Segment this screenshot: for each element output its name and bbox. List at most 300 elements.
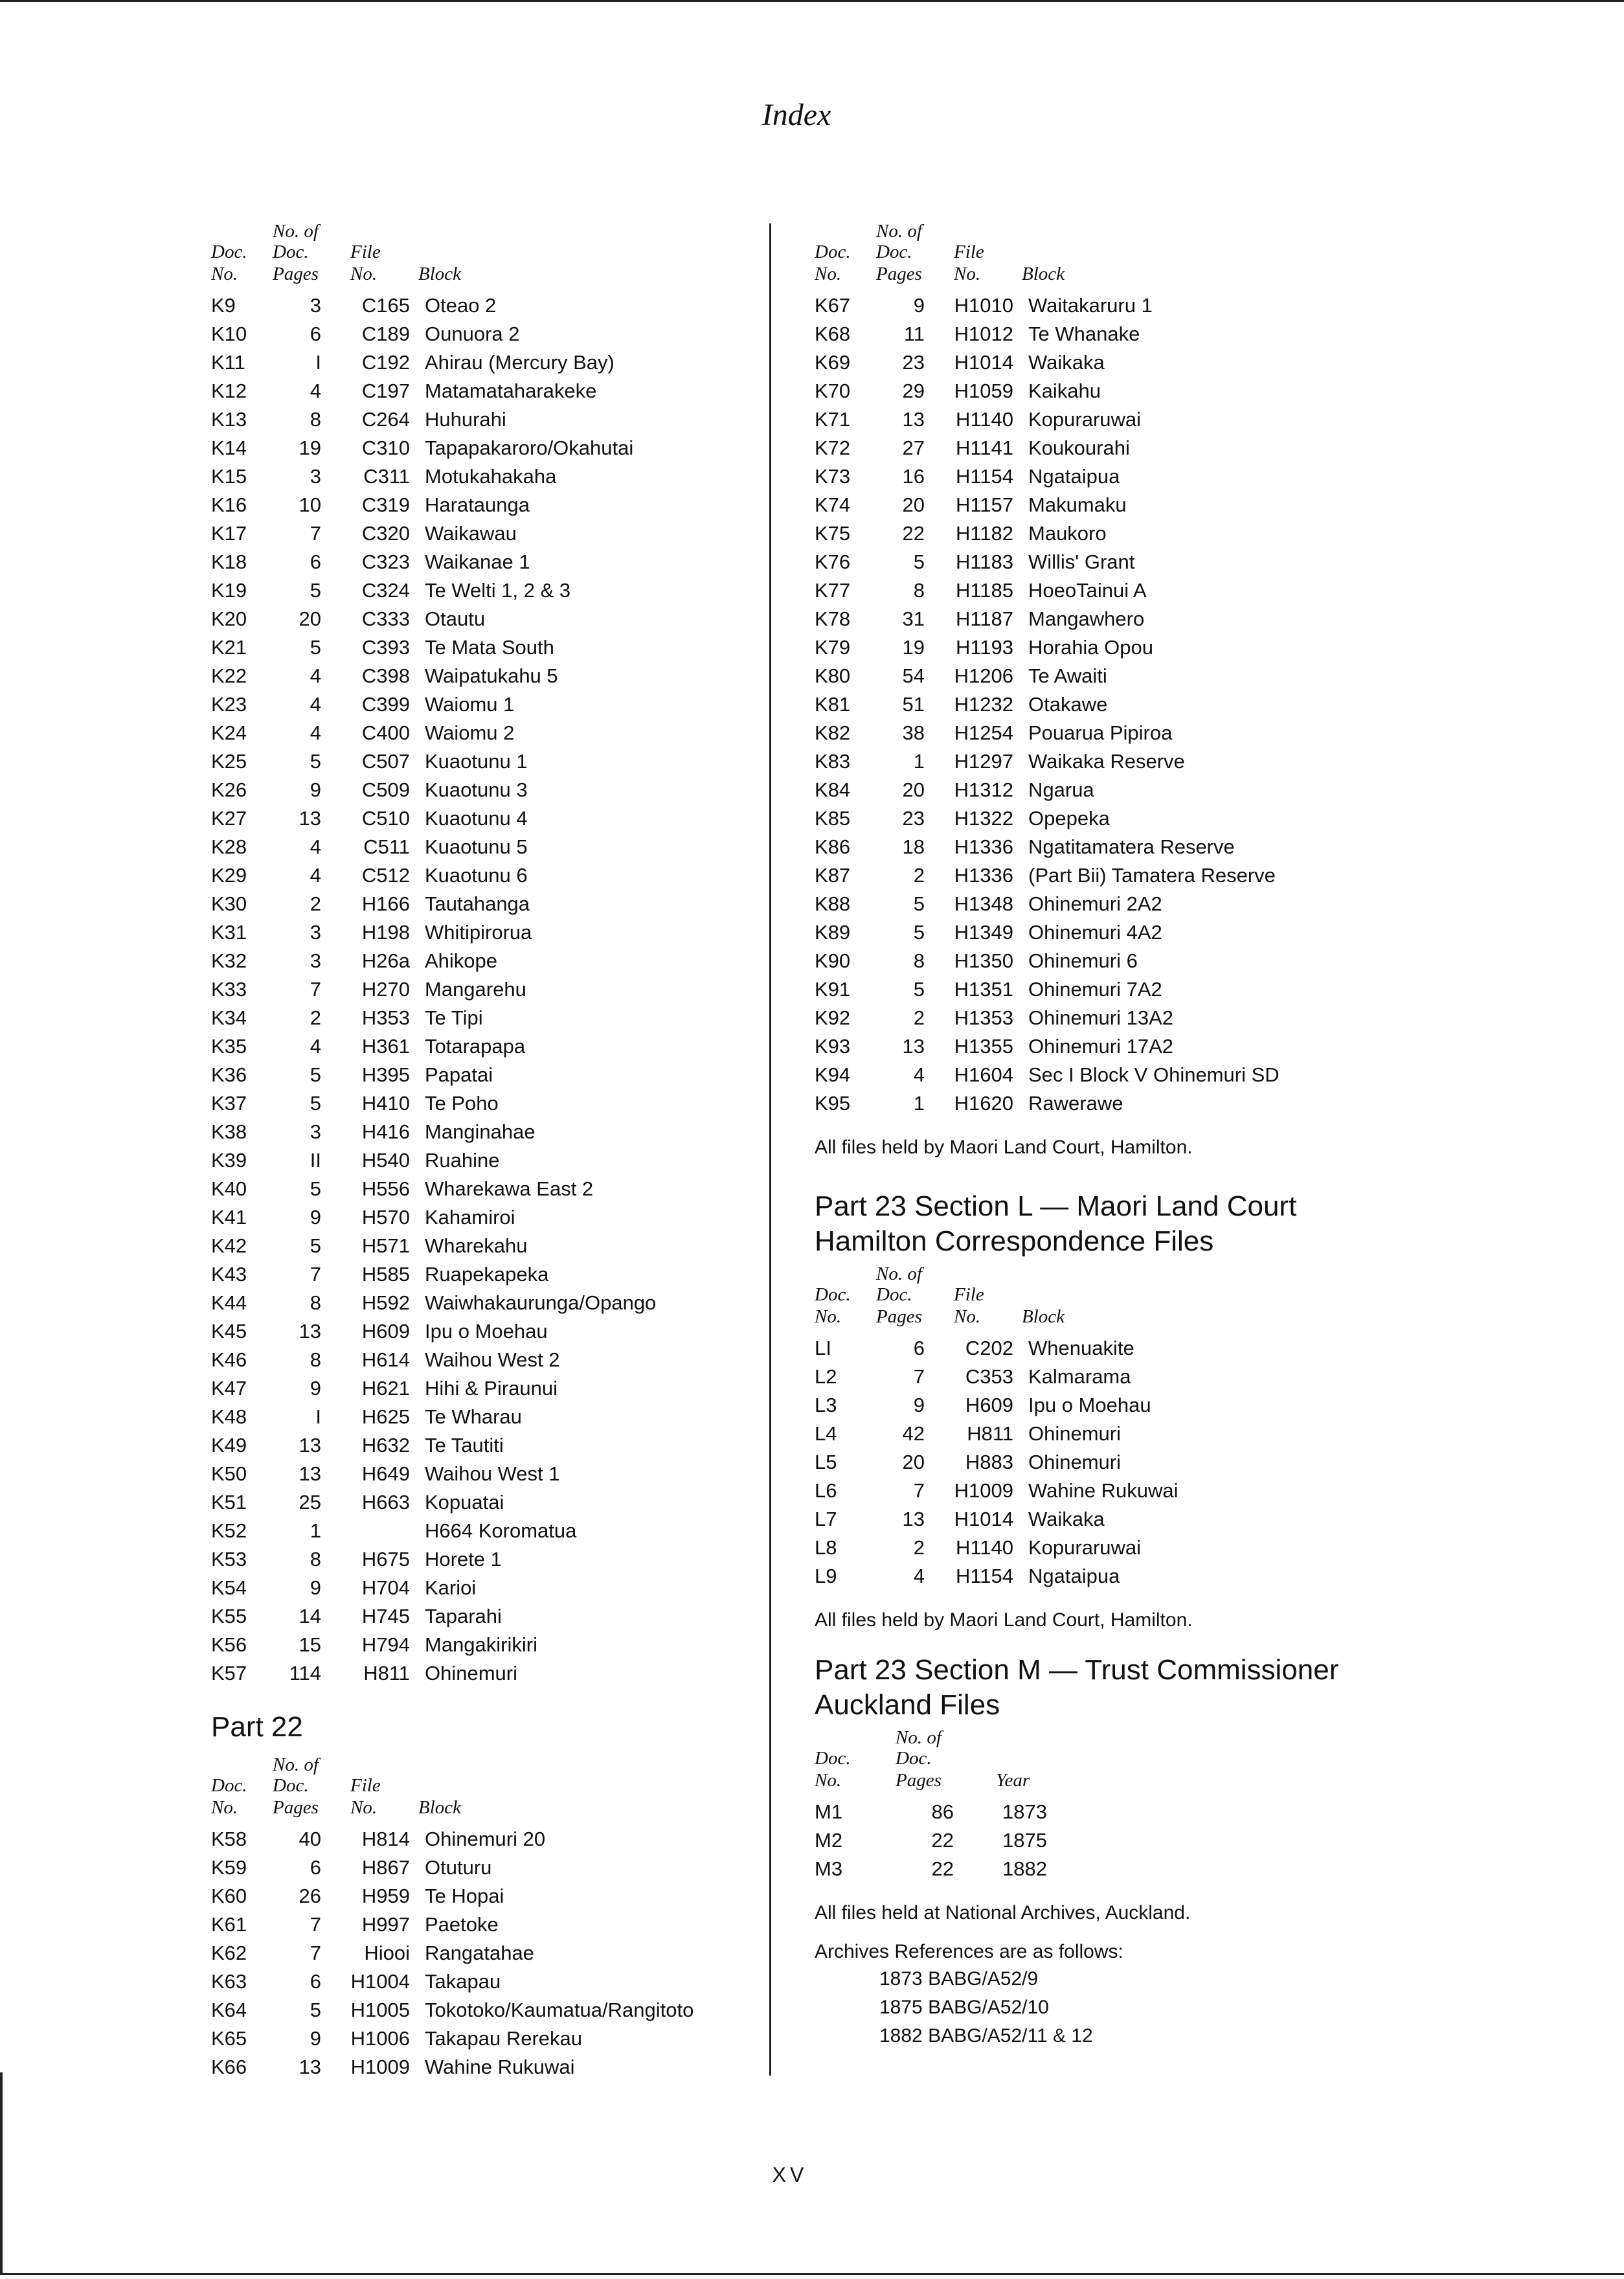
block-name: Motukahakaha xyxy=(425,465,557,488)
block-name: Te Whanake xyxy=(1028,323,1140,345)
table-row xyxy=(211,1374,859,1403)
header-file-1: File xyxy=(954,1284,984,1305)
doc-number: K15 xyxy=(211,465,247,488)
doc-number: K84 xyxy=(815,778,851,801)
file-number: C165 xyxy=(361,294,410,317)
page-count: 3 xyxy=(310,465,321,488)
file-number: C398 xyxy=(361,664,410,687)
file-number: C310 xyxy=(361,437,410,459)
left-column xyxy=(211,220,859,2081)
block-name: Takapau Rerekau xyxy=(425,2027,582,2050)
doc-number: K82 xyxy=(815,721,851,744)
block-name: Te Welti 1, 2 & 3 xyxy=(425,579,571,602)
table-row xyxy=(211,1346,859,1374)
table-row xyxy=(211,576,859,605)
page-count: 5 xyxy=(310,750,321,773)
table-row xyxy=(815,1477,1462,1505)
table-row xyxy=(211,1061,859,1089)
block-name: Kuaotunu 6 xyxy=(425,864,528,887)
page-count: 114 xyxy=(289,1662,321,1684)
table-row xyxy=(211,1317,859,1346)
table-row xyxy=(211,1545,859,1574)
doc-number: K61 xyxy=(211,1913,247,1936)
header-doc-2: No. xyxy=(211,264,238,284)
file-number: C197 xyxy=(361,380,410,402)
table-row xyxy=(211,1488,859,1517)
page-count: 25 xyxy=(299,1491,321,1514)
block-name: Waihou West 2 xyxy=(425,1348,560,1371)
doc-number: K22 xyxy=(211,664,247,687)
page-count: 9 xyxy=(310,1377,321,1400)
year: 1875 xyxy=(1002,1829,1047,1852)
block-name: Kuaotunu 3 xyxy=(425,778,528,801)
header-pages-2: Doc. xyxy=(273,242,309,262)
doc-number: K23 xyxy=(211,693,247,716)
header-file-1: File xyxy=(350,242,381,262)
page-count: 20 xyxy=(902,1451,925,1473)
file-number: H416 xyxy=(361,1120,410,1143)
file-number: C323 xyxy=(361,550,410,573)
file-number: H1348 xyxy=(954,892,1013,915)
block-name: Matamataharakeke xyxy=(425,380,597,402)
page-count: 14 xyxy=(299,1605,321,1627)
doc-number: K64 xyxy=(211,1999,247,2021)
doc-number: L5 xyxy=(815,1451,837,1473)
doc-number: L3 xyxy=(815,1394,837,1416)
page-count: 5 xyxy=(310,1177,321,1200)
doc-number: K18 xyxy=(211,550,247,573)
part23m-table-header xyxy=(815,1727,1462,1791)
file-number: H814 xyxy=(361,1828,410,1850)
archive-reference: 1873 BABG/A52/9 xyxy=(879,1968,1039,1990)
page-count: 9 xyxy=(310,2027,321,2050)
doc-number: K80 xyxy=(815,664,851,687)
page-count: 7 xyxy=(913,1365,925,1388)
table-row xyxy=(815,1032,1462,1061)
block-name: Kahamiroi xyxy=(425,1206,515,1229)
table-row xyxy=(211,1032,859,1061)
doc-number: K16 xyxy=(211,493,247,516)
block-name: Harataunga xyxy=(425,493,530,516)
page-count: 13 xyxy=(299,1462,321,1485)
page-number: XV xyxy=(772,2163,808,2186)
table-row xyxy=(815,1089,1462,1118)
doc-number: K65 xyxy=(211,2027,247,2050)
table-row xyxy=(815,519,1462,548)
table-row xyxy=(815,1534,1462,1562)
file-number: H410 xyxy=(361,1092,410,1115)
doc-number: L7 xyxy=(815,1508,837,1530)
page-count: 8 xyxy=(310,1291,321,1314)
page-count: 7 xyxy=(310,1263,321,1286)
block-name: (Part Bii) Tamatera Reserve xyxy=(1028,864,1276,887)
table-row xyxy=(211,1431,859,1460)
block-name: Waiomu 1 xyxy=(425,693,515,716)
file-number: H1140 xyxy=(955,1536,1013,1559)
table-row xyxy=(211,548,859,576)
year: 1873 xyxy=(1002,1800,1047,1823)
block-name: Ruahine xyxy=(425,1149,500,1172)
table-header xyxy=(815,220,1462,285)
doc-number: K14 xyxy=(211,437,247,459)
file-number: H745 xyxy=(361,1605,410,1627)
doc-number: K11 xyxy=(211,351,245,374)
doc-number: K76 xyxy=(815,550,851,573)
table-row xyxy=(211,462,859,491)
doc-number: K51 xyxy=(211,1491,247,1514)
page-edge-bottom xyxy=(0,2273,1624,2275)
table-row xyxy=(815,405,1462,434)
table-row xyxy=(815,377,1462,405)
table-row xyxy=(211,1659,859,1688)
archives-references xyxy=(815,1965,1462,2050)
page-count: 6 xyxy=(913,1337,925,1359)
header-block: Block xyxy=(1022,1306,1065,1327)
doc-number: K88 xyxy=(815,892,851,915)
file-number: H1193 xyxy=(955,636,1013,659)
block-name: Kuaotunu 4 xyxy=(425,807,528,830)
block-name: Paetoke xyxy=(425,1913,499,1936)
block-name: H664 Koromatua xyxy=(425,1519,577,1542)
block-name: Ohinemuri 4A2 xyxy=(1028,921,1162,944)
file-number: C507 xyxy=(361,750,410,773)
file-number: H1297 xyxy=(954,750,1013,773)
table-row xyxy=(815,1798,1462,1826)
table-row xyxy=(815,1363,1462,1391)
file-number: H1004 xyxy=(350,1970,410,1993)
file-number: H1620 xyxy=(954,1092,1013,1115)
doc-number: K85 xyxy=(815,807,851,830)
file-number: H625 xyxy=(361,1405,410,1428)
block-name: Horete 1 xyxy=(425,1548,502,1570)
page-count: 3 xyxy=(310,1120,321,1143)
page-count: 5 xyxy=(310,1999,321,2021)
table-row xyxy=(211,1602,859,1631)
doc-number: K48 xyxy=(211,1405,247,1428)
table-row xyxy=(815,1448,1462,1477)
doc-number: K94 xyxy=(815,1063,851,1086)
doc-number: L8 xyxy=(815,1536,837,1559)
block-name: Rawerawe xyxy=(1028,1092,1123,1115)
block-name: Takapau xyxy=(425,1970,501,1993)
table-row xyxy=(211,633,859,662)
header-block: Block xyxy=(418,264,462,284)
header-doc-1: Doc. xyxy=(211,242,247,262)
header-file-1: File xyxy=(350,1775,381,1796)
doc-number: M2 xyxy=(815,1829,843,1852)
block-name: HoeoTainui A xyxy=(1028,579,1147,602)
page-count: 1 xyxy=(913,750,925,773)
block-name: Ruapekapeka xyxy=(425,1263,549,1286)
doc-number: K40 xyxy=(211,1177,247,1200)
table-row xyxy=(211,662,859,690)
file-number: H867 xyxy=(361,1856,410,1879)
doc-number: K24 xyxy=(211,721,247,744)
page-count: 8 xyxy=(913,579,925,602)
header-pages-1: No. of xyxy=(273,1754,319,1775)
file-number: C399 xyxy=(361,693,410,716)
page-count: 13 xyxy=(299,807,321,830)
file-number: H621 xyxy=(361,1377,410,1400)
file-number: H609 xyxy=(965,1394,1013,1416)
block-name: Ohinemuri xyxy=(1028,1422,1121,1445)
page-count: 29 xyxy=(902,380,925,402)
file-number: H959 xyxy=(361,1885,410,1907)
page-count: 4 xyxy=(310,864,321,887)
page-count: 8 xyxy=(310,408,321,431)
doc-number: K70 xyxy=(815,380,851,402)
page-count: 2 xyxy=(913,1006,925,1029)
file-number: H198 xyxy=(361,921,410,944)
block-name: Otakawe xyxy=(1028,693,1108,716)
table-row xyxy=(815,833,1462,861)
page-count: 8 xyxy=(310,1548,321,1570)
header-pages-3: Pages xyxy=(273,264,319,284)
table-row xyxy=(211,1146,859,1175)
block-name: Whenuakite xyxy=(1028,1337,1134,1359)
page-count: 23 xyxy=(902,807,925,830)
block-name: Totarapapa xyxy=(425,1035,526,1058)
page-count: 22 xyxy=(931,1857,954,1880)
doc-number: K21 xyxy=(211,636,247,659)
page-count: 4 xyxy=(310,835,321,858)
doc-number: K57 xyxy=(211,1662,247,1684)
file-number: H609 xyxy=(361,1320,410,1343)
doc-number: K95 xyxy=(815,1092,851,1115)
block-name: Waihou West 1 xyxy=(425,1462,560,1485)
page-count: 6 xyxy=(310,550,321,573)
file-number: H1006 xyxy=(350,2027,410,2050)
page-count: 26 xyxy=(299,1885,321,1907)
file-number: H675 xyxy=(361,1548,410,1570)
file-number: H1014 xyxy=(954,1508,1013,1530)
doc-number: K10 xyxy=(211,323,247,345)
header-doc-1: Doc. xyxy=(815,242,851,262)
block-name: Pouarua Pipiroa xyxy=(1028,721,1173,744)
file-number: H1059 xyxy=(954,380,1013,402)
block-name: Kuaotunu 1 xyxy=(425,750,528,773)
file-number: C393 xyxy=(361,636,410,659)
block-name: Taparahi xyxy=(425,1605,502,1627)
table-row xyxy=(211,405,859,434)
table-row xyxy=(815,320,1462,348)
file-number: H1254 xyxy=(954,721,1013,744)
page-count: 3 xyxy=(310,294,321,317)
file-number: H1336 xyxy=(954,864,1013,887)
block-name: Manginahae xyxy=(425,1120,536,1143)
doc-number: K50 xyxy=(211,1462,247,1485)
table-row xyxy=(815,633,1462,662)
page-count: 4 xyxy=(310,693,321,716)
page-count: 20 xyxy=(299,607,321,630)
table-row xyxy=(815,491,1462,519)
doc-number: K55 xyxy=(211,1605,247,1627)
table-row xyxy=(211,2024,859,2053)
table-row xyxy=(211,804,859,833)
table-row xyxy=(211,377,859,405)
page-count: 5 xyxy=(310,1234,321,1257)
file-number: H571 xyxy=(361,1234,410,1257)
block-name: Waikaka xyxy=(1028,1508,1105,1530)
file-number: C324 xyxy=(361,579,410,602)
doc-number: K34 xyxy=(211,1006,247,1029)
page-count: 19 xyxy=(299,437,321,459)
file-number: H556 xyxy=(361,1177,410,1200)
doc-number: K13 xyxy=(211,408,247,431)
file-number: H1355 xyxy=(954,1035,1013,1058)
doc-number: K26 xyxy=(211,778,247,801)
file-number: H1154 xyxy=(955,1565,1013,1587)
doc-number: K54 xyxy=(211,1576,247,1599)
block-name: Mangarehu xyxy=(425,978,526,1001)
file-number: H540 xyxy=(361,1149,410,1172)
doc-number: K60 xyxy=(211,1885,247,1907)
table-row xyxy=(211,861,859,890)
page-count: 9 xyxy=(913,1394,925,1416)
table-row xyxy=(815,918,1462,947)
block-name: Ounuora 2 xyxy=(425,323,520,345)
table-row xyxy=(815,1061,1462,1089)
block-name: Rangatahae xyxy=(425,1942,534,1964)
doc-number: K92 xyxy=(815,1006,851,1029)
table-row xyxy=(211,947,859,975)
page-count: 7 xyxy=(913,1479,925,1502)
table-row xyxy=(815,719,1462,747)
doc-number: K43 xyxy=(211,1263,247,1286)
table-row xyxy=(211,1996,859,2024)
page-count: 9 xyxy=(310,1576,321,1599)
page-count: 13 xyxy=(299,2056,321,2078)
table-row xyxy=(211,747,859,776)
header-file-2: No. xyxy=(350,1797,378,1818)
table-row xyxy=(211,519,859,548)
header-pages-2: Doc. xyxy=(273,1775,309,1796)
block-name: Te Mata South xyxy=(425,636,554,659)
page-count: 7 xyxy=(310,1913,321,1936)
note-m-files: All files held at National Archives, Auckland. xyxy=(815,1902,1191,1923)
block-name: Otautu xyxy=(425,607,486,630)
page-count: 3 xyxy=(310,921,321,944)
doc-number: K41 xyxy=(211,1206,247,1229)
page-count: 8 xyxy=(310,1348,321,1371)
table-row xyxy=(815,1420,1462,1448)
file-number: H794 xyxy=(361,1633,410,1656)
table-header xyxy=(211,220,859,285)
file-number: H632 xyxy=(361,1434,410,1457)
header-pages-2: Doc. xyxy=(896,1748,932,1769)
file-number: H1349 xyxy=(954,921,1013,944)
part21-table xyxy=(211,291,859,1688)
table-row xyxy=(815,1004,1462,1032)
table-row xyxy=(211,1631,859,1659)
page-count: 27 xyxy=(902,437,925,459)
doc-number: K59 xyxy=(211,1856,247,1879)
table-row xyxy=(211,1574,859,1602)
block-name: Waipatukahu 5 xyxy=(425,664,558,687)
table-row xyxy=(815,1505,1462,1534)
doc-number: LI xyxy=(815,1337,831,1359)
doc-number: K81 xyxy=(815,693,851,716)
page-count: 13 xyxy=(299,1320,321,1343)
file-number: H663 xyxy=(361,1491,410,1514)
block-name: Kopuraruwai xyxy=(1028,1536,1142,1559)
doc-number: K72 xyxy=(815,437,851,459)
block-name: Waikanae 1 xyxy=(425,550,530,573)
page-count: 2 xyxy=(310,892,321,915)
block-name: Wahine Rukuwai xyxy=(425,2056,575,2078)
page-count: 11 xyxy=(903,323,925,345)
block-name: Kopuraruwai xyxy=(1028,408,1142,431)
file-number: Hiooi xyxy=(364,1942,410,1964)
page-count: II xyxy=(310,1149,321,1172)
page-count: 4 xyxy=(310,1035,321,1058)
block-name: Waitakaruru 1 xyxy=(1028,294,1153,317)
block-name: Ohinemuri 7A2 xyxy=(1028,978,1162,1001)
file-number: H26a xyxy=(361,949,410,972)
file-number: H1350 xyxy=(954,949,1013,972)
table-row xyxy=(815,947,1462,975)
doc-number: K89 xyxy=(815,921,851,944)
header-pages-3: Pages xyxy=(876,264,922,284)
table-row xyxy=(815,975,1462,1004)
doc-number: K56 xyxy=(211,1633,247,1656)
page-count: 5 xyxy=(913,550,925,573)
block-name: Tapapakaroro/Okahutai xyxy=(425,437,634,459)
header-pages-3: Pages xyxy=(273,1797,319,1818)
table-row xyxy=(211,1825,859,1854)
table-row xyxy=(815,662,1462,690)
doc-number: K27 xyxy=(211,807,247,830)
doc-number: K66 xyxy=(211,2056,247,2078)
doc-number: K79 xyxy=(815,636,851,659)
header-doc-2: No. xyxy=(815,1770,842,1791)
block-name: Te Poho xyxy=(425,1092,499,1115)
file-number: C510 xyxy=(361,807,410,830)
header-pages-1: No. of xyxy=(876,1264,922,1284)
table-row xyxy=(211,1232,859,1260)
table-row xyxy=(211,1203,859,1232)
page-count: 9 xyxy=(310,1206,321,1229)
part23m-table xyxy=(815,1798,1462,1883)
file-number: H1009 xyxy=(350,2056,410,2078)
table-row xyxy=(211,1854,859,1882)
file-number: C353 xyxy=(965,1365,1013,1388)
table-row xyxy=(211,1939,859,1967)
doc-number: L9 xyxy=(815,1565,837,1587)
doc-number: L4 xyxy=(815,1422,837,1445)
table-row xyxy=(815,1562,1462,1591)
block-name: Tautahanga xyxy=(425,892,530,915)
block-name: Ohinemuri 17A2 xyxy=(1028,1035,1174,1058)
block-name: Wahine Rukuwai xyxy=(1028,1479,1179,1502)
doc-number: K36 xyxy=(211,1063,247,1086)
file-number: C333 xyxy=(361,607,410,630)
page-count: 2 xyxy=(310,1006,321,1029)
doc-number: K52 xyxy=(211,1519,247,1542)
table-row xyxy=(211,434,859,462)
block-name: Maukoro xyxy=(1028,522,1107,545)
table-row xyxy=(815,804,1462,833)
page-count: 9 xyxy=(310,778,321,801)
file-number: H353 xyxy=(361,1006,410,1029)
doc-number: K71 xyxy=(815,408,851,431)
block-name: Ngatitamatera Reserve xyxy=(1028,835,1235,858)
page-count: 4 xyxy=(310,664,321,687)
page-count: 1 xyxy=(310,1519,321,1542)
header-pages-1: No. of xyxy=(273,221,319,242)
doc-number: K38 xyxy=(211,1120,247,1143)
file-number: H395 xyxy=(361,1063,410,1086)
